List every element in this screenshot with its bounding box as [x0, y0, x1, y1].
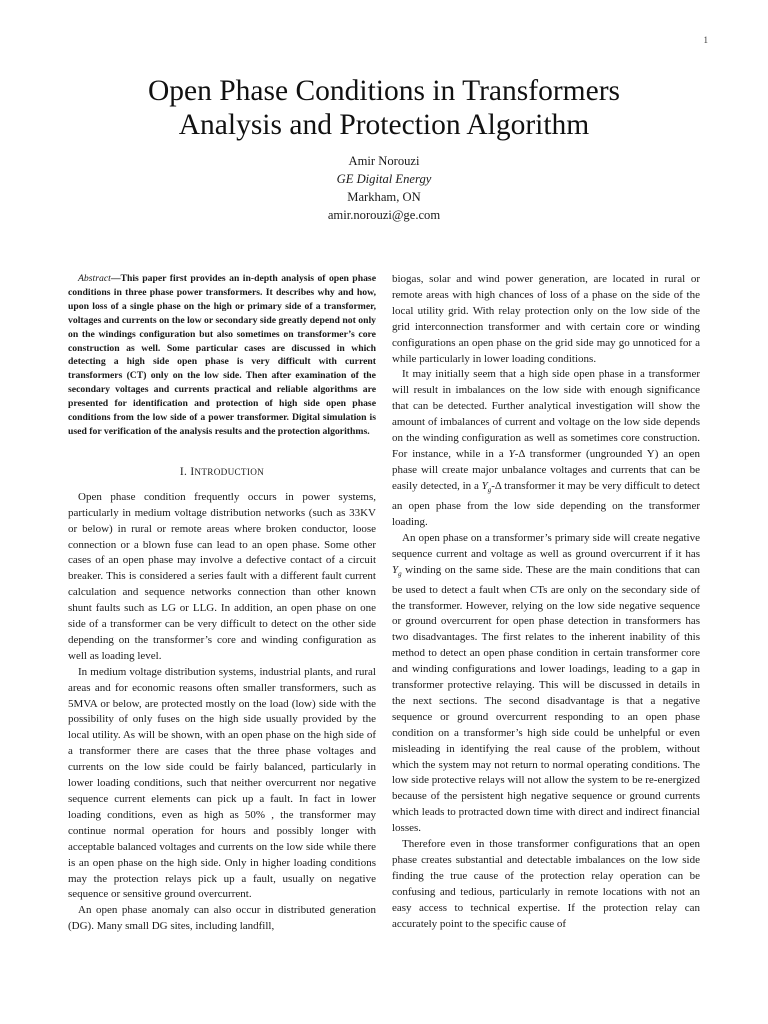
- section-heading-introduction: [68, 465, 376, 481]
- abstract-text: This paper first provides an in-depth analysis of open phase conditions in three phase power transformers. It describes why and how, upon loss of a single phase on the high or primary side of a transformer, voltages and currents on the low or secondary side greatly depend not only on the windings configuration but also sometimes on transformer’s core construction as well. Some particular cases are discussed in which detecting a high side open phase is very difficult with current transformers (CT) only on the low side. Then after examination of the secondary voltages and currents practical and reliable algorithms are presented for identification and protection of high side open phase conditions from the low side of a power transformer. Digital simulation is used for verification of the analysis results and the protection algorithms.: [68, 273, 376, 437]
- abstract: [68, 272, 376, 439]
- p4-text-b: -Δ transformer (ungrounded Y) an open phase will create major unbalance voltages and currents that can be easily detected, in a: [392, 447, 700, 492]
- page-number: 1: [703, 35, 708, 45]
- section-title-rest: NTRODUCTION: [194, 466, 265, 477]
- section-numeral: I.: [179, 465, 188, 478]
- math-yg-sub: g: [487, 485, 492, 494]
- author-affiliation: GE Digital Energy: [336, 172, 432, 186]
- right-column: [392, 272, 700, 933]
- intro-paragraph-6: Therefore even in those transformer configurations that an open phase creates substantial and detectable imbalances on the low side finding the true cause of the protection relay operation can be confusing and tedious, particularly in remote locations with not an easy access to technical expertise. If the protection relay can accurately point to the specific cause of: [392, 838, 700, 930]
- intro-paragraph-3-cont: biogas, solar and wind power generation, are located in rural or remote areas with high chances of loss of a phase on the side of the local utility grid. With relay protection only on the low side of the grid interconnection transformer and with certain core or winding configurations an open phase on the grid side may go unnoticed for a while particularly in lower loading conditions.: [392, 273, 700, 365]
- section-title-cap: I: [190, 465, 195, 478]
- author-name: Amir Norouzi: [348, 154, 420, 168]
- intro-paragraph-5: [392, 531, 700, 837]
- p4-text-c: -Δ transformer it may be very difficult to detect an open phase from the low side depending on the transformer loading.: [392, 479, 700, 528]
- math-y: Y: [508, 447, 515, 460]
- author-city: Markham, ON: [347, 190, 421, 204]
- author-email[interactable]: amir.norouzi@ge.com: [327, 208, 441, 222]
- abstract-dash: —: [110, 273, 121, 284]
- math-yg-2-base: Y: [392, 563, 399, 576]
- math-yg: [482, 480, 492, 492]
- left-column: [68, 272, 376, 935]
- intro-paragraph-3: An open phase anomaly can also occur in distributed generation (DG). Many small DG sites, including landfill,: [68, 904, 376, 933]
- math-yg-2: [392, 564, 402, 576]
- p4-text-a: It may initially seem that a high side open phase in a transformer will result in imbalances on the low side with enough significance that can be detected. Further analytical investigation will show the amount of imbalances of current and voltage on the low side depends on the winding configuration as well as sometimes core construction. For instance, while in a: [392, 368, 700, 460]
- intro-paragraph-1: Open phase condition frequently occurs in power systems, particularly in medium voltage distribution networks (such as 33KV or below) in rural or remote areas where broken conductor, loose connection or a blown fuse can lead to an open phase. Some other cases of an open phase may involve a defective contact of a circuit breaker. This is considered a series fault with a different fault current calculation and sequence networks connection than other known shunt faults such as LG or LLG. In addition, an open phase on one side of a transformer can be very difficult to detect on the other side depending on the transformer’s core and winding configuration as well as loading level.: [68, 490, 376, 662]
- abstract-label: Abstract: [78, 273, 111, 284]
- p5-text-b: winding on the same side. These are the main conditions that can be used to detect a fault when CTs are only on the secondary side of the transformer. However, relying on the low side negative sequence or ground overcurrent for open phase detection in transformers has two disadvantages. The first relates to the inherent inability of this method to detect an open phase condition in certain transformer core and winding configurations and lower loadings, leading to a gap in transformer protective relaying. This will be discussed in details in the next sections. The second disadvantage is that a negative sequence or ground overcurrent responding to an open phase condition on a transformer’s high side could be unhelpful or even misleading in identifying the real cause of the problem, without which the system may not return to normal operating conditions. The low side protective relays will not allow the system to be re-energized because of the persistent high negative sequence or ground currents which leads to protracted down time with direct and indirect financial losses.: [392, 563, 701, 835]
- title-line-2: Analysis and Protection Algorithm: [178, 109, 590, 141]
- title-line-1: Open Phase Conditions in Transformers: [148, 75, 620, 107]
- math-yg-base: Y: [481, 479, 488, 492]
- intro-paragraph-4: [392, 367, 700, 530]
- author-block: [0, 152, 768, 224]
- math-yg-2-sub: g: [398, 569, 402, 578]
- intro-paragraph-2: In medium voltage distribution systems, industrial plants, and rural areas and for economic reasons often smaller transformers, such as 5MVA or below, are protected mostly on the load (low) side with the possibility of only fuses on the high side usually provided by the local utility. As will be shown, with an open phase on the high side of a transformer there are cases that the three phase voltages and currents on the low side could be fairly balanced, particularly in lower loading conditions, such that neither overcurrent nor negative sequence current elements can pick up a fault. In fact in lower loading conditions, even as high as 50% , the transformer may continue normal operation for hours and possibly longer with acceptable balanced voltages and currents on the low side while there is an open phase on the high side. Only in higher loading conditions may the protection relays pick up a fault, usually on negative sequence or sensitive ground overcurrent.: [68, 665, 376, 901]
- paper-title: [0, 74, 768, 142]
- p5-text-a: An open phase on a transformer’s primary side will create negative sequence current and voltage as well as ground overcurrent if it has: [392, 531, 700, 560]
